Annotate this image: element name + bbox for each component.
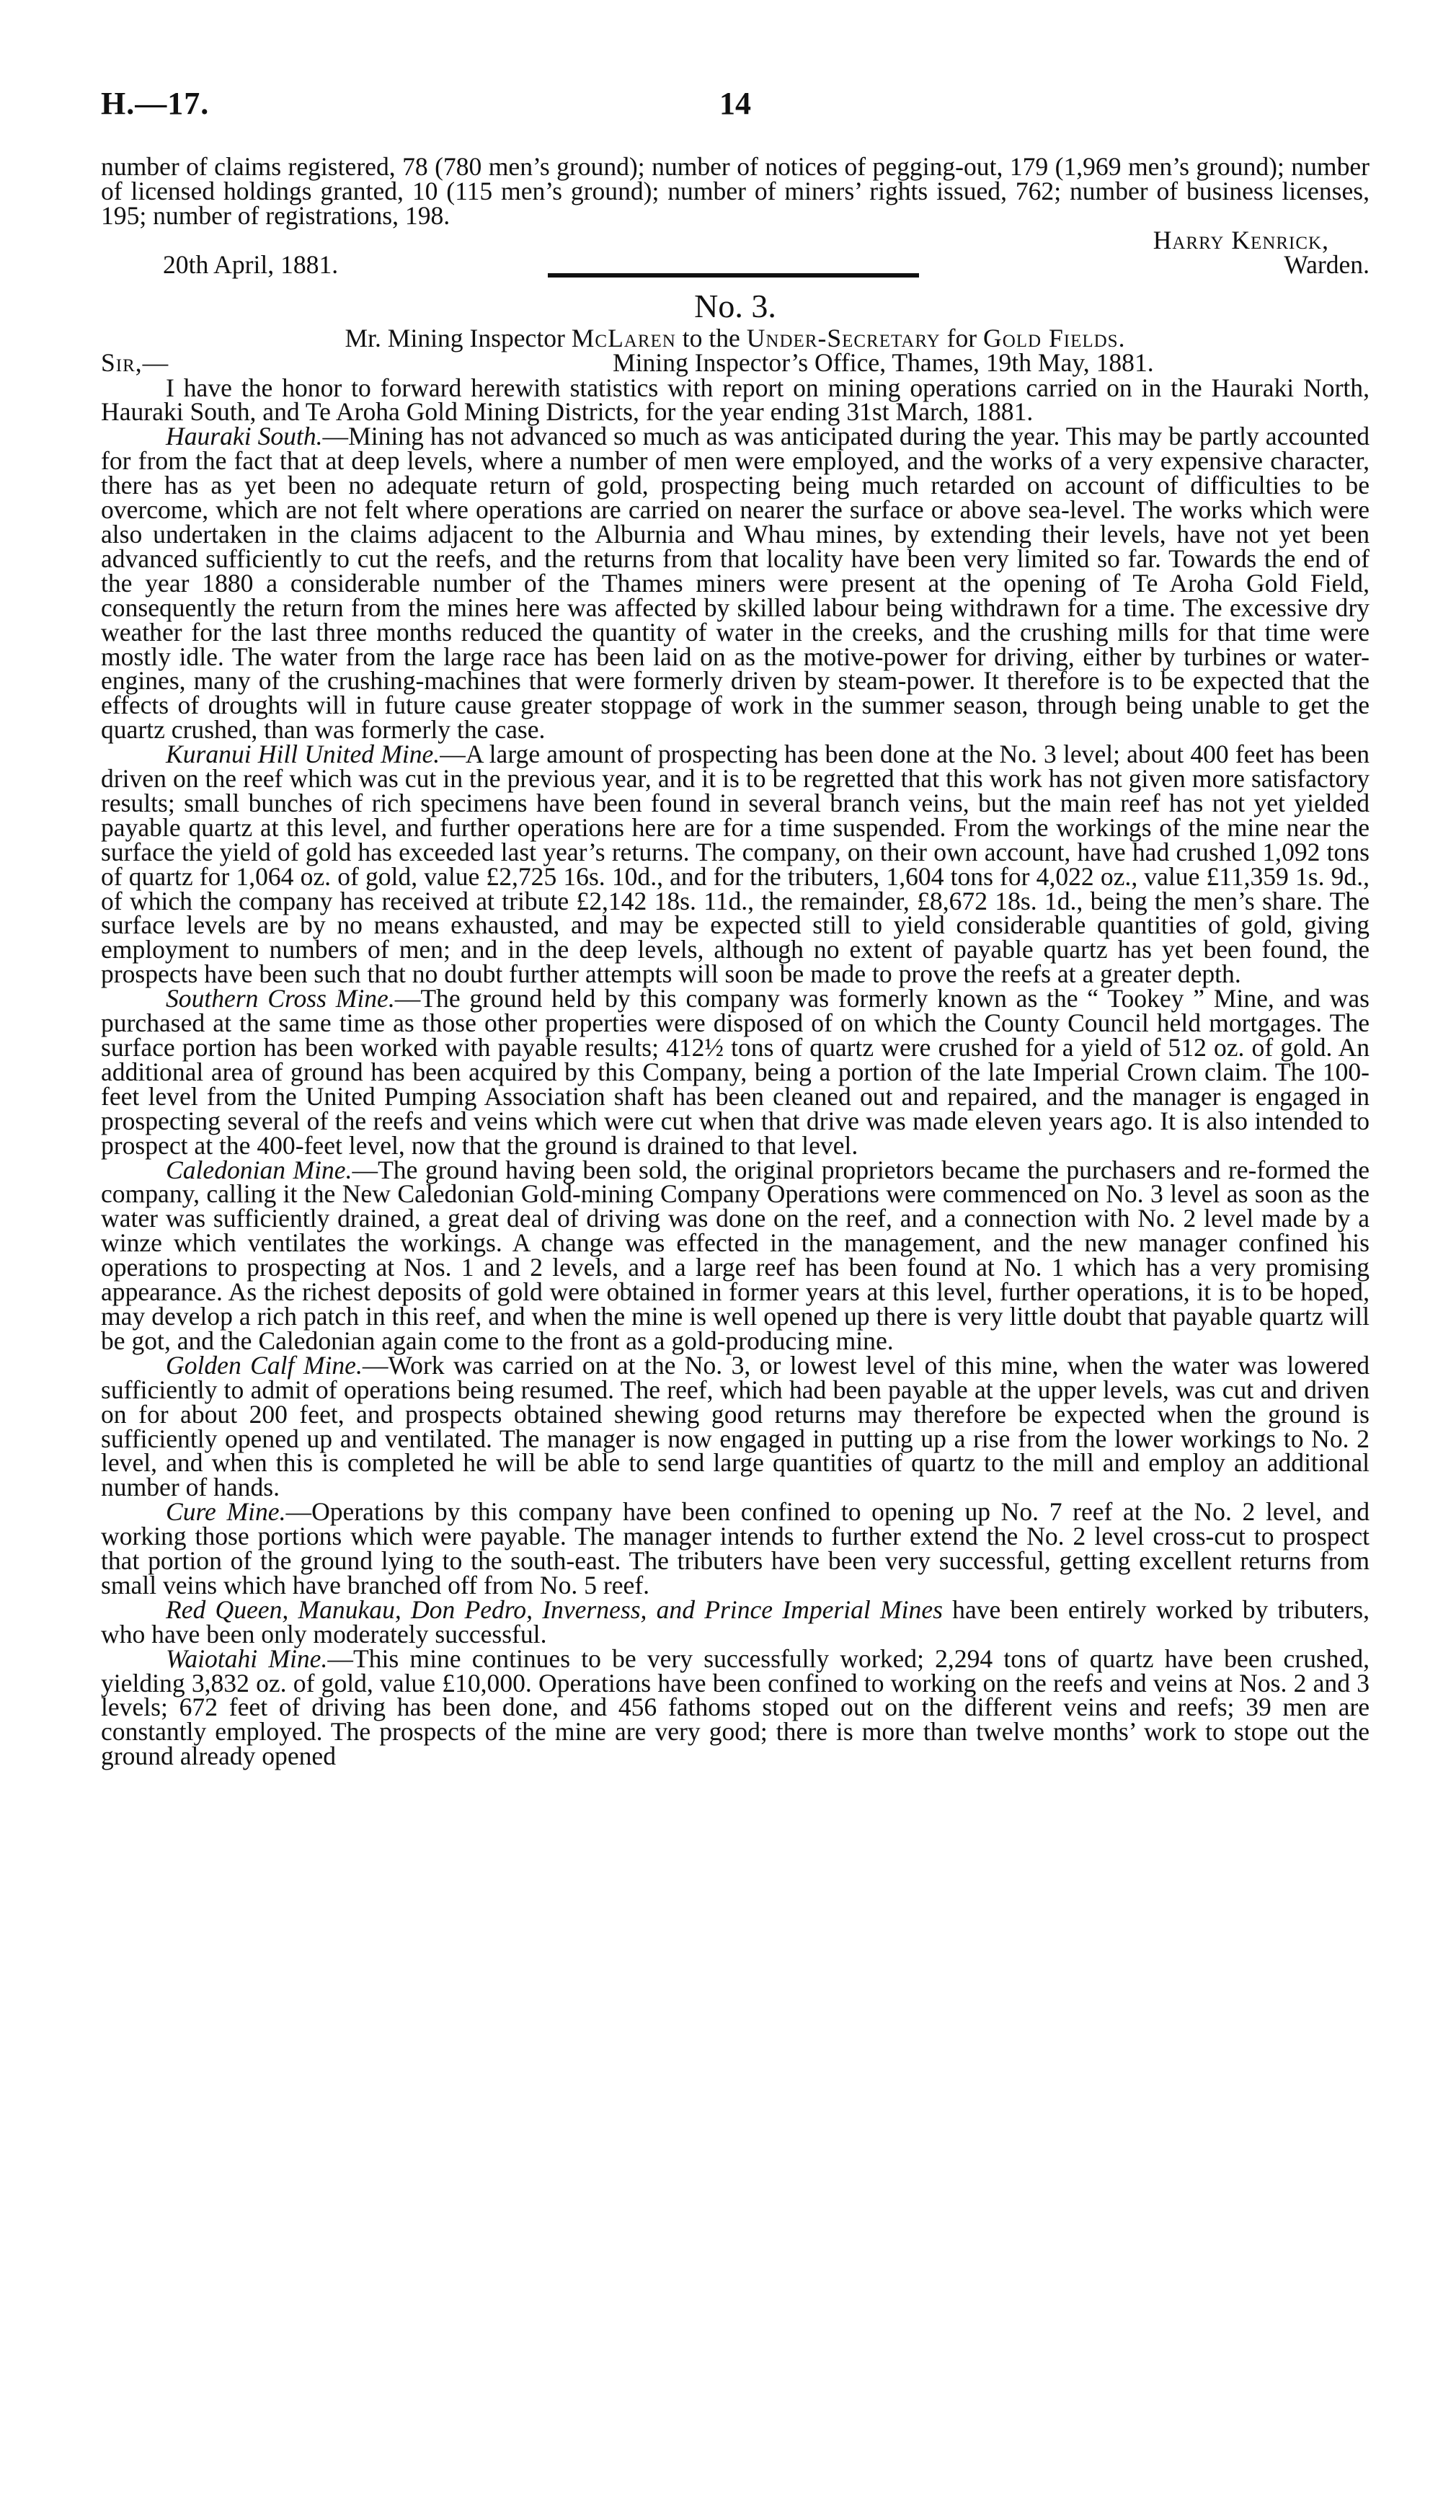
previous-report-text: number of claims registered, 78 (780 men’s ground); number of notices of pegging-out, 179 (1,969 men’s ground); number of licensed holdings granted, 10 (115 men’s ground); number of miners’ rights issued, 762; number of business licenses, 195; number of registrations, 198.: [101, 152, 1370, 230]
page-header: [101, 85, 1370, 128]
paragraph-text: —The ground held by this company was formerly known as the “ Tookey ” Mine, and was purchased at the same time as those other properties were disposed of on which the County Council held mortgages. The surface portion has been worked with payable results; 412½ tons of quartz were crushed for a yield of 512 oz. of gold. An additional area of ground has been acquired by this Company, being a portion of the late Imperial Crown claim. The 100-feet level from the United Pumping Association shaft has been cleaned out and repaired, and the manager is engaged in prospecting several of the reefs and veins which were cut when that drive was made eleven years ago. It is also intended to prospect at the 400-feet level, now that the ground is drained to that level.: [101, 984, 1370, 1160]
signatory-title: Warden.: [1284, 249, 1370, 279]
body-text: [101, 152, 1370, 1771]
paragraph-text: —This mine continues to be very successfully worked; 2,294 tons of quartz have been crushed, yielding 3,832 oz. of gold, value £10,000. Operations have been confined to working on the reefs and veins at Nos. 2 and 3 levels; 672 feet of driving has been done, and 456 fathoms stoped out on the different veins and reefs; 39 men are constantly employed. The prospects of the mine are very good; there is more than twelve months’ work to stope out the ground already opened: [101, 1643, 1370, 1771]
signatory-name: Harry Kenrick,: [1153, 225, 1329, 254]
paragraph-text: have been entirely worked by tributers, who have been only moderately successful.: [101, 1594, 1370, 1649]
section-divider: [548, 273, 919, 278]
subtitle-pre: Mr. Mining Inspector: [345, 323, 565, 352]
paragraph-label: Southern Cross Mine.: [166, 984, 395, 1013]
paragraph-text: —Work was carried on at the No. 3, or lowest level of this mine, when the water was lowered sufficiently to admit of operations being resumed. The reef, which had been payable at the upper levels, was cut and driven on for about 200 feet, and prospects obtained shewing good returns may therefore be expected when the ground is sufficiently opened up and ventilated. The manager is now engaged in putting up a rise from the lower workings to No. 2 level, and when this is completed he will be able to send large quantities of quartz to the mill and employ an additional number of hands.: [101, 1350, 1370, 1502]
paragraph-southern-cross: [101, 984, 1370, 1160]
report-code: H.—17.: [101, 86, 210, 121]
subtitle-office: Under-Secretary: [746, 323, 941, 352]
subtitle-post: for: [946, 323, 977, 352]
signature-row: [101, 249, 1370, 279]
section-heading: No. 3.: [694, 287, 776, 324]
paragraph-text: —Mining has not advanced so much as was anticipated during the year. This may be partly accounted for from the fact that at deep levels, where a number of men were employed, and the works of a very expensive character, there has as yet been no adequate return of gold, prospecting being much retarded on account of difficulties to be overcome, which are not felt where operations are carried on nearer the surface or above sea-level. The works which were also undertaken in the claims adjacent to the Alburnia and Whau mines, by extending their levels, have not yet been advanced sufficiently to cut the reefs, and the returns from that locality have been very limited so far. Towards the end of the year 1880 a considerable number of the Thames miners were present at the opening of Te Aroha Gold Field, consequently the return from the mines here was affected by skilled labour being withdrawn for a time. The excessive dry weather for the last three months reduced the quantity of water in the creeks, and the crushing mills for that time were mostly idle. The water from the large race has been laid on as the motive-power for driving, either by turbines or water-engines, many of the crushing-machines that were formerly driven by steam-power. It therefore is to be expected that the effects of droughts will in future cause greater stoppage of work in the summer season, through being unable to get the quartz crushed, than was formerly the case.: [101, 422, 1370, 745]
paragraph-label: Kuranui Hill United Mine.: [166, 740, 440, 769]
paragraph-label: Hauraki South.: [166, 422, 323, 451]
paragraph-kuranui-hill: [101, 742, 1370, 987]
paragraph-label: Cure Mine.: [166, 1497, 286, 1527]
paragraph-waiotahi: [101, 1643, 1370, 1771]
subtitle-name: McLaren: [571, 323, 676, 352]
paragraph-label: Red Queen, Manukau, Don Pedro, Inverness, and Prince Imperial Mines: [166, 1594, 943, 1624]
paragraph-hauraki-south: [101, 422, 1370, 745]
salutation-row: [101, 347, 1370, 377]
paragraph-label: Golden Calf Mine.: [166, 1350, 363, 1380]
subtitle-dept: Gold Fields.: [983, 323, 1126, 352]
paragraph-text: —A large amount of prospecting has been done at the No. 3 level; about 400 feet has been driven on the reef which was cut in the previous year, and it is to be regretted that this work has not given more satisfactory results; small bunches of rich specimens have been found in several branch veins, but the main reef has not yet yielded payable quartz at this level, and further operations here are for a time suspended. From the workings of the mine near the surface the yield of gold has exceeded last year’s returns. The company, on their own account, have had crushed 1,092 tons of quartz for 1,064 oz. of gold, value £2,725 16s. 10d., and for the tributers, 1,604 tons for 4,022 oz., value £11,359 1s. 9d., of which the company has received at tribute £2,142 18s. 11d., the remainder, £8,672 18s. 1d., being the men’s share. The surface levels are by no means exhausted, and may be expected still to yield considerable quantities of gold, giving employment to numbers of men; and in the deep levels, although no extent of payable quartz has yet been found, the prospects have been such that no doubt further attempts will soon be made to prove the reefs at a greater depth.: [101, 740, 1370, 989]
report-date: 20th April, 1881.: [163, 249, 339, 279]
intro-paragraph: I have the honor to forward herewith statistics with report on mining operations carried on in the Hauraki North, Hauraki South, and Te Aroha Gold Mining Districts, for the year ending 31st March, 1881.: [101, 373, 1370, 427]
paragraph-golden-calf: [101, 1350, 1370, 1502]
subtitle-mid: to the: [682, 323, 740, 352]
paragraph-text: —The ground having been sold, the original proprietors became the purchasers and re-formed the company, calling it the New Caledonian Gold-mining Company Operations were commenced on No. 3 level as soon as the water was sufficiently drained, a great deal of driving was done on the reef, and a connection with No. 2 level made by a winze which ventilates the workings. A change was effected in the management, and the new manager confined his operations to prospecting at Nos. 1 and 2 levels, and a large reef has been found at No. 1 which has a very promising appearance. As the richest deposits of gold were obtained in former years at this level, further operations, it is to be hoped, may develop a rich patch in this reef, and when the mine is well opened up there is very little doubt that payable quartz will be got, and the Caledonian again come to the front as a gold-producing mine.: [101, 1155, 1370, 1355]
paragraph-label: Caledonian Mine.: [166, 1155, 352, 1184]
salutation: Sir,—: [101, 347, 169, 377]
section-subtitle: [101, 323, 1370, 352]
paragraph-caledonian: [101, 1155, 1370, 1355]
page-number: 14: [719, 86, 751, 121]
paragraph-text: —Operations by this company have been confined to opening up No. 7 reef at the No. 2 level, and working those portions which were payable. The manager intends to further extend the No. 2 level cross-cut to prospect that portion of the ground lying to the south-east. The tributers have been very successful, getting excellent returns from small veins which have branched off from No. 5 reef.: [101, 1497, 1370, 1600]
paragraph-label: Waiotahi Mine.: [166, 1643, 328, 1673]
paragraph-cure-mine: [101, 1497, 1370, 1600]
paragraph-tributer-mines: [101, 1594, 1370, 1649]
office-date: Mining Inspector’s Office, Thames, 19th May, 1881.: [613, 347, 1154, 377]
